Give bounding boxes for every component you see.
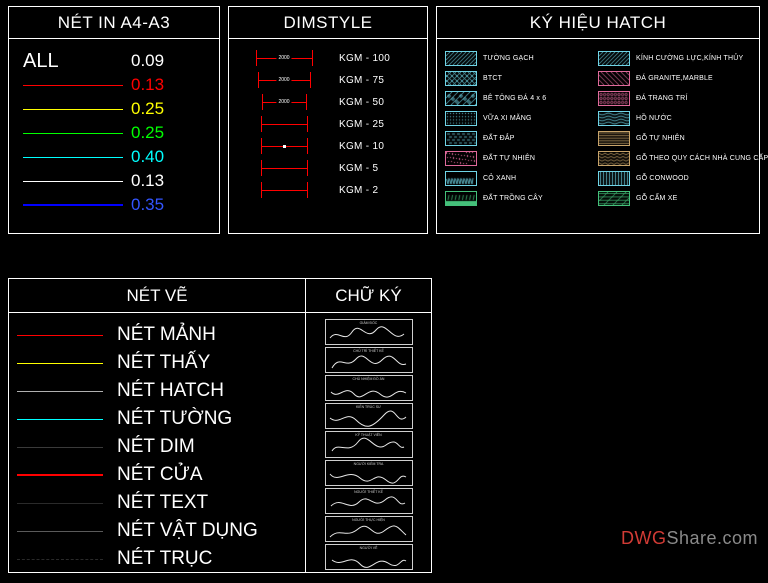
lineweight-sample bbox=[23, 157, 131, 158]
lineweight-row bbox=[9, 193, 219, 217]
linetype-row bbox=[9, 405, 305, 433]
lineweight-value: 0.25 bbox=[131, 123, 165, 142]
dimstyle-sample bbox=[229, 47, 339, 69]
signature-cell bbox=[325, 431, 413, 457]
hatch-label: TƯỜNG GẠCH bbox=[483, 54, 534, 62]
dim-line bbox=[261, 168, 307, 169]
linetype-label: NÉT TRỤC bbox=[117, 548, 213, 569]
lineweight-line bbox=[23, 85, 123, 86]
dim-line bbox=[312, 50, 313, 66]
hatch-swatch bbox=[445, 151, 477, 166]
dim-dot bbox=[283, 145, 286, 148]
dimstyle-label: KGM - 5 bbox=[339, 162, 379, 174]
dimstyle-label: KGM - 25 bbox=[339, 118, 385, 130]
linetype-label: NÉT THẤY bbox=[117, 352, 211, 373]
hatch-label: ĐẤT ĐẮP bbox=[483, 134, 515, 142]
hatch-legend-row bbox=[445, 69, 598, 87]
linetype-signature-panel bbox=[8, 278, 432, 573]
linetype-signature-body bbox=[9, 313, 431, 572]
hatch-label: ĐÁ TRANG TRÍ bbox=[636, 94, 688, 102]
dimstyle-label: KGM - 50 bbox=[339, 96, 385, 108]
lineweight-row bbox=[9, 121, 219, 145]
dim-line bbox=[307, 116, 308, 132]
linetype-row bbox=[9, 545, 305, 573]
hatch-swatch bbox=[598, 51, 630, 66]
hatch-label: BÊ TÔNG ĐÁ 4 x 6 bbox=[483, 94, 547, 102]
dimstyle-label: KGM - 75 bbox=[339, 74, 385, 86]
signature-scribble-icon bbox=[326, 380, 412, 401]
lineweight-sample bbox=[23, 109, 131, 110]
hatch-label: ĐẤT TRỒNG CÂY bbox=[483, 194, 543, 202]
signature-cell bbox=[325, 460, 413, 486]
lineweight-sample bbox=[23, 50, 131, 73]
hatch-legend-row bbox=[445, 89, 598, 107]
signature-scribble-icon bbox=[326, 465, 412, 486]
lineweight-value: 0.40 bbox=[131, 147, 165, 166]
lineweight-row bbox=[9, 169, 219, 193]
dimstyle-sample bbox=[229, 135, 339, 157]
linetype-label: NÉT CỬA bbox=[117, 464, 203, 485]
linetype-row bbox=[9, 321, 305, 349]
signature-scribble-icon bbox=[326, 324, 412, 345]
linetype-sample bbox=[17, 474, 103, 476]
hatch-legend-row bbox=[598, 169, 751, 187]
lineweight-row bbox=[9, 97, 219, 121]
hatch-legend-panel bbox=[436, 6, 768, 234]
dimstyle-row bbox=[229, 47, 427, 69]
dimstyle-sample bbox=[229, 91, 339, 113]
lineweight-line bbox=[23, 204, 123, 206]
hatch-label: ĐÁ GRANITE,MARBLE bbox=[636, 74, 713, 82]
signature-cell bbox=[325, 516, 413, 542]
dim-text: 2000 bbox=[278, 99, 290, 105]
linetype-row-list bbox=[9, 313, 305, 572]
lineweight-row bbox=[9, 73, 219, 97]
hatch-label: ĐẤT TỰ NHIÊN bbox=[483, 154, 536, 162]
hatch-label: CỎ XANH bbox=[483, 174, 517, 182]
dim-line bbox=[261, 190, 307, 191]
lineweight-row bbox=[9, 145, 219, 169]
dimstyle-row-list bbox=[229, 39, 427, 201]
hatch-label: GỖ THEO QUY CÁCH NHÀ CUNG CẤP bbox=[636, 154, 768, 162]
hatch-legend-row bbox=[598, 129, 751, 147]
signature-panel-title: CHỮ KÝ bbox=[305, 279, 431, 312]
signature-cell bbox=[325, 347, 413, 373]
lineweight-line bbox=[23, 181, 123, 182]
signature-caption: NGƯỜI THỰC HIỆN bbox=[352, 517, 385, 522]
lineweight-line bbox=[23, 109, 123, 110]
lineweight-panel-title: NÉT IN A4-A3 bbox=[9, 7, 219, 39]
hatch-label: KÍNH CƯỜNG LỰC,KÍNH THỦY bbox=[636, 54, 744, 62]
signature-caption: KỸ THUẬT VIÊN bbox=[355, 433, 382, 438]
dim-text: 2000 bbox=[278, 77, 290, 83]
hatch-swatch bbox=[598, 151, 630, 166]
linetype-sample bbox=[17, 531, 103, 532]
hatch-columns bbox=[437, 39, 768, 209]
linetype-label: NÉT TƯỜNG bbox=[117, 408, 233, 429]
linetype-sample bbox=[17, 447, 103, 448]
hatch-legend-row bbox=[445, 189, 598, 207]
lineweight-panel bbox=[8, 6, 220, 234]
lineweight-line bbox=[23, 133, 123, 134]
watermark-brand: DWG bbox=[620, 528, 667, 548]
hatch-legend-row bbox=[598, 89, 751, 107]
hatch-swatch bbox=[598, 171, 630, 186]
linetype-row bbox=[9, 517, 305, 545]
signature-scribble-icon bbox=[326, 352, 412, 373]
signature-caption: KIẾN TRÚC SƯ bbox=[355, 405, 382, 410]
watermark-domain: Share.com bbox=[666, 528, 758, 548]
dimstyle-panel-title: DIMSTYLE bbox=[229, 7, 427, 39]
hatch-legend-row bbox=[445, 169, 598, 187]
hatch-swatch bbox=[598, 71, 630, 86]
linetype-sample bbox=[17, 335, 103, 336]
dimstyle-row bbox=[229, 135, 427, 157]
linetype-label: NÉT DIM bbox=[117, 436, 195, 457]
dimstyle-sample bbox=[229, 69, 339, 91]
dim-line bbox=[306, 94, 307, 110]
dim-line bbox=[307, 182, 308, 198]
dimstyle-row bbox=[229, 179, 427, 201]
hatch-legend-row bbox=[598, 49, 751, 67]
hatch-panel-title: KÝ HIỆU HATCH bbox=[437, 7, 759, 39]
dim-line bbox=[307, 160, 308, 176]
dimstyle-label: KGM - 100 bbox=[339, 52, 391, 64]
hatch-swatch bbox=[598, 91, 630, 106]
linetype-label: NÉT VẬT DỤNG bbox=[117, 520, 258, 541]
dimstyle-sample bbox=[229, 113, 339, 135]
hatch-legend-row bbox=[598, 109, 751, 127]
lineweight-sample bbox=[23, 204, 131, 206]
hatch-swatch bbox=[445, 191, 477, 206]
lineweight-sample bbox=[23, 133, 131, 134]
hatch-label: GỖ TỰ NHIÊN bbox=[636, 134, 685, 142]
signature-cell bbox=[325, 375, 413, 401]
hatch-legend-row bbox=[445, 149, 598, 167]
dim-text: 2000 bbox=[278, 55, 290, 61]
hatch-swatch bbox=[445, 131, 477, 146]
lineweight-line bbox=[23, 157, 123, 158]
signature-caption: NGƯỜI KIỂM TRA bbox=[353, 461, 384, 466]
signature-scribble-icon bbox=[326, 549, 412, 570]
signature-scribble-icon bbox=[326, 521, 412, 542]
hatch-label: HỒ NƯỚC bbox=[636, 114, 672, 122]
lineweight-all-label: ALL bbox=[23, 49, 59, 72]
hatch-label: GỖ CONWOOD bbox=[636, 174, 689, 182]
dim-line bbox=[261, 124, 307, 125]
dimstyle-sample bbox=[229, 157, 339, 179]
hatch-legend-row bbox=[445, 129, 598, 147]
linetype-row bbox=[9, 349, 305, 377]
hatch-swatch bbox=[445, 171, 477, 186]
signature-caption: NGƯỜI THIẾT KẾ bbox=[354, 489, 383, 494]
hatch-label: GỖ CẨM XE bbox=[636, 194, 678, 202]
hatch-swatch bbox=[445, 111, 477, 126]
linetype-label: NÉT TEXT bbox=[117, 492, 209, 513]
hatch-swatch bbox=[598, 191, 630, 206]
signature-caption: NGƯỜI VẼ bbox=[359, 545, 378, 550]
hatch-swatch bbox=[445, 51, 477, 66]
linetype-row bbox=[9, 461, 305, 489]
signature-caption: CHỦ TRÌ THIẾT KẾ bbox=[353, 349, 384, 354]
dimstyle-row bbox=[229, 113, 427, 135]
linetype-row bbox=[9, 377, 305, 405]
linetype-row bbox=[9, 433, 305, 461]
signature-list bbox=[305, 313, 431, 572]
lineweight-row-list bbox=[9, 39, 219, 217]
dimstyle-row bbox=[229, 91, 427, 113]
signature-caption: GIÁM ĐỐC bbox=[359, 321, 378, 325]
dimstyle-sample bbox=[229, 179, 339, 201]
lineweight-row bbox=[9, 49, 219, 73]
signature-scribble-icon bbox=[326, 408, 412, 429]
hatch-label: VỮA XI MĂNG bbox=[483, 114, 532, 122]
hatch-swatch bbox=[598, 131, 630, 146]
lineweight-value: 0.09 bbox=[131, 51, 165, 70]
linetype-label: NÉT MẢNH bbox=[117, 324, 216, 345]
dim-line bbox=[307, 138, 308, 154]
hatch-legend-row bbox=[445, 109, 598, 127]
linetype-label: NÉT HATCH bbox=[117, 380, 224, 401]
linetype-sample bbox=[17, 363, 103, 364]
signature-scribble-icon bbox=[326, 493, 412, 514]
lineweight-value: 0.25 bbox=[131, 99, 165, 118]
signature-cell bbox=[325, 403, 413, 429]
lineweight-sample bbox=[23, 181, 131, 182]
signature-cell bbox=[325, 319, 413, 345]
hatch-swatch bbox=[445, 71, 477, 86]
hatch-column-left bbox=[445, 49, 598, 209]
dimstyle-panel bbox=[228, 6, 428, 234]
linetype-sample bbox=[17, 559, 103, 560]
dimstyle-label: KGM - 10 bbox=[339, 140, 385, 152]
hatch-column-right bbox=[598, 49, 768, 209]
linetype-sample bbox=[17, 419, 103, 420]
signature-caption: CHỦ NHIỆM ĐỒ ÁN bbox=[352, 377, 385, 382]
dimstyle-row bbox=[229, 157, 427, 179]
lineweight-sample bbox=[23, 85, 131, 86]
linetype-sample bbox=[17, 391, 103, 392]
hatch-label: BTCT bbox=[483, 74, 503, 82]
hatch-legend-row bbox=[598, 149, 768, 167]
linetype-panel-title: NÉT VẼ bbox=[126, 286, 188, 305]
dimstyle-row bbox=[229, 69, 427, 91]
signature-scribble-icon bbox=[326, 436, 412, 457]
hatch-legend-row bbox=[445, 49, 598, 67]
hatch-swatch bbox=[445, 91, 477, 106]
signature-cell bbox=[325, 488, 413, 514]
linetype-signature-header bbox=[9, 279, 431, 313]
hatch-legend-row bbox=[598, 189, 751, 207]
lineweight-value: 0.13 bbox=[131, 75, 165, 94]
hatch-legend-row bbox=[598, 69, 751, 87]
hatch-swatch bbox=[598, 111, 630, 126]
dim-line bbox=[310, 72, 311, 88]
watermark bbox=[621, 528, 758, 549]
dimstyle-label: KGM - 2 bbox=[339, 184, 379, 196]
signature-cell bbox=[325, 544, 413, 570]
linetype-row bbox=[9, 489, 305, 517]
lineweight-value: 0.35 bbox=[131, 195, 165, 214]
linetype-sample bbox=[17, 503, 103, 504]
lineweight-value: 0.13 bbox=[131, 171, 165, 190]
